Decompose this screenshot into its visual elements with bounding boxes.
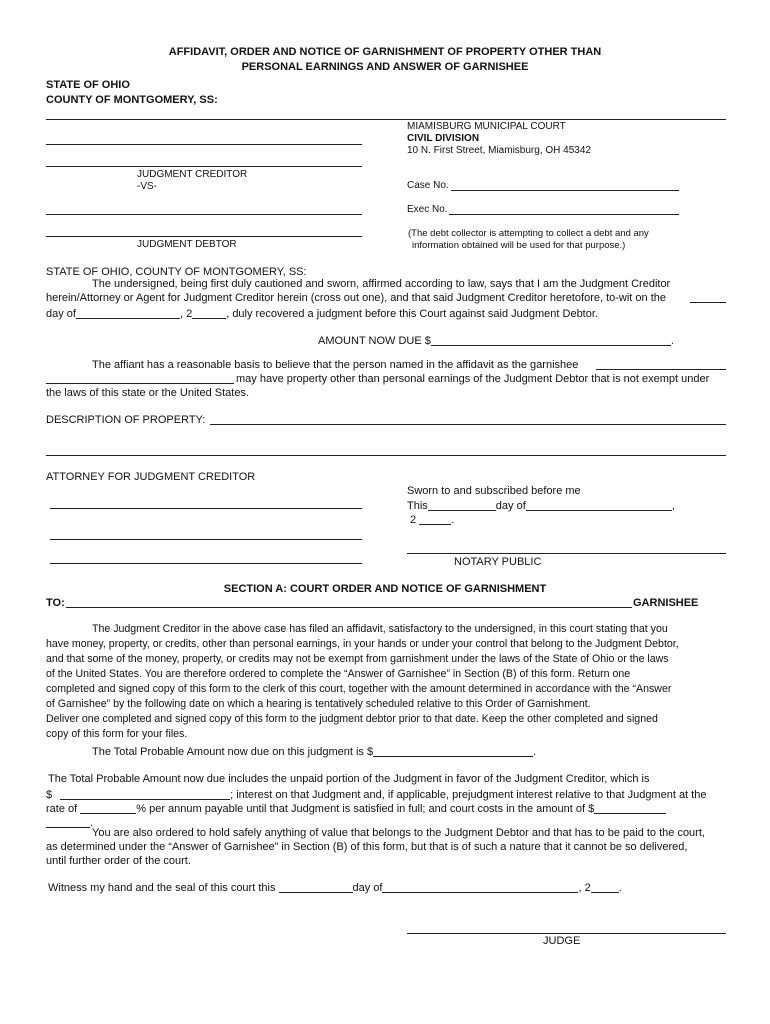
garnishee-label: GARNISHEE: [633, 597, 699, 609]
body-line-8: copy of this form for your files.: [46, 728, 188, 740]
notary-date-row: [407, 498, 675, 512]
witness-day-field[interactable]: [279, 880, 353, 893]
recovered-text: , duly recovered a judgment before this Court against said Judgment Debtor.: [226, 308, 598, 320]
vs-label: -VS-: [137, 181, 157, 192]
amount-due-period: .: [670, 335, 674, 347]
witness-year-field[interactable]: [591, 880, 619, 893]
debtor-line-2[interactable]: [46, 236, 362, 237]
judge-signature-line[interactable]: [407, 933, 726, 934]
hold-line1: You are also ordered to hold safely anything of value that belongs to the Judgment Debtor and that has to be paid to the court,: [92, 827, 705, 839]
garnishee-field-2[interactable]: [46, 383, 234, 384]
total-probable-field[interactable]: [373, 744, 533, 757]
notary-year-field[interactable]: [419, 512, 451, 525]
witness-month-field[interactable]: [382, 880, 578, 893]
debt-notice-line1: (The debt collector is attempting to collect a debt and any: [408, 228, 649, 239]
venue-state: STATE OF OHIO: [46, 79, 130, 91]
sworn-text: Sworn to and subscribed before me: [407, 485, 581, 497]
includes-line2: [46, 787, 706, 801]
attorney-label: ATTORNEY FOR JUDGMENT CREDITOR: [46, 471, 256, 483]
attorney-signature-line[interactable]: [50, 508, 362, 509]
court-costs-field-cont[interactable]: [46, 815, 90, 828]
garnishee-name-field[interactable]: [66, 607, 632, 608]
notary-month-field[interactable]: [526, 498, 672, 511]
court-costs-field[interactable]: [594, 801, 666, 814]
court-division: CIVIL DIVISION: [407, 133, 480, 144]
creditor-line-2[interactable]: [46, 166, 362, 167]
attorney-line-2[interactable]: [50, 539, 362, 540]
exec-no-label: Exec No.: [407, 204, 448, 215]
includes-line1: The Total Probable Amount now due includes the unpaid portion of the Judgment in favor of the Judgment Creditor, which is: [48, 773, 650, 785]
rate-of-label: rate of: [46, 803, 78, 815]
affidavit-p2-line1: The affiant has a reasonable basis to believe that the person named in the affidavit as the garnishee: [92, 359, 579, 371]
witness-period: .: [618, 882, 622, 894]
body-line-3: and that some of the money, property, or credits may not be exempt from garnishment under the laws of the State of Ohio or the laws: [46, 653, 669, 665]
month-field[interactable]: [76, 306, 180, 319]
section-a-heading: SECTION A: COURT ORDER AND NOTICE OF GARNISHMENT: [223, 583, 547, 595]
form-title-line1: AFFIDAVIT, ORDER AND NOTICE OF GARNISHMENT OF PROPERTY OTHER THAN: [168, 46, 602, 58]
caption-top-rule: [46, 119, 726, 120]
judgment-creditor-label: JUDGMENT CREDITOR: [137, 169, 248, 180]
witness-day-of: day of: [352, 882, 383, 894]
debtor-line-1[interactable]: [46, 214, 362, 215]
affidavit-heading: STATE OF OHIO, COUNTY OF MONTGOMERY, SS:: [46, 266, 307, 278]
body-line-6: of Garnishee” by the following date on which a hearing is tentatively scheduled relative to this Order of Garnishment.: [46, 698, 591, 710]
amount-due-label: AMOUNT NOW DUE $: [318, 335, 431, 347]
to-label: TO:: [46, 597, 65, 609]
this-label: This: [407, 500, 428, 512]
hold-line2: as determined under the “Answer of Garnishee” in Section (B) of this form, but that is of such a nature that it cannot be so delivered,: [46, 841, 688, 853]
description-field-2[interactable]: [46, 455, 726, 456]
creditor-line-1[interactable]: [46, 144, 362, 145]
court-name: MIAMISBURG MUNICIPAL COURT: [407, 121, 566, 132]
day-of-label: day of: [46, 308, 76, 320]
case-no-label: Case No.: [407, 180, 449, 191]
witness-year-prefix: , 2: [578, 882, 591, 894]
garnishee-field-1[interactable]: [596, 369, 726, 370]
body-line-2: have money, property, or credits, other than personal earnings, in your hands or under your control that belong to the Judgment Debtor,: [46, 638, 679, 650]
hold-line3: until further order of the court.: [46, 855, 191, 867]
body-line-4: of the United States. You are therefore ordered to complete the “Answer of Garnishee” in Section (B) of this form. Return one: [46, 668, 631, 680]
notary-day-of-label: day of: [495, 500, 526, 512]
affidavit-p2-line2: may have property other than personal earnings of the Judgment Debtor that is not exempt under: [236, 373, 710, 385]
notary-year-period: .: [451, 514, 455, 526]
witness-text: Witness my hand and the seal of this court this: [48, 882, 276, 894]
body-line-1: The Judgment Creditor in the above case has filed an affidavit, satisfactory to the undersigned, in this court stating that you: [92, 623, 668, 635]
includes-line3: [46, 801, 666, 815]
affidavit-p2-line3: the laws of this state or the United States.: [46, 387, 249, 399]
attorney-line-3[interactable]: [50, 563, 362, 564]
court-costs-text: % per annum payable until that Judgment is satisfied in full; and court costs in the amount of $: [136, 803, 595, 815]
case-no-field[interactable]: [451, 190, 679, 191]
year-field[interactable]: [192, 306, 226, 319]
affidavit-p1-line1: The undersigned, being first duly cautioned and sworn, affirmed according to law, says that I am the Judgment Creditor: [92, 278, 671, 290]
day-field-1[interactable]: [690, 302, 726, 303]
judgment-unpaid-field[interactable]: [60, 787, 230, 800]
total-probable-label: The Total Probable Amount now due on this judgment is $: [92, 746, 374, 758]
judgment-debtor-label: JUDGMENT DEBTOR: [137, 239, 237, 250]
rate-field[interactable]: [80, 801, 136, 814]
notary-year-row: [410, 512, 454, 526]
amount-due-row: [318, 333, 674, 347]
exec-no-field[interactable]: [449, 214, 679, 215]
notary-year-prefix: 2: [410, 514, 417, 526]
form-title-line2: PERSONAL EARNINGS AND ANSWER OF GARNISHEE: [241, 61, 529, 73]
includes-line4: [46, 815, 93, 829]
total-probable-row: [92, 744, 536, 758]
year-prefix: , 2: [179, 308, 193, 320]
description-field-1[interactable]: [210, 424, 726, 425]
body-line-5: completed and signed copy of this form to the clerk of this court, together with the amount determined in accordance with the “Answer: [46, 683, 672, 695]
court-address: 10 N. First Street, Miamisburg, OH 45342: [407, 145, 591, 156]
venue-county: COUNTY OF MONTGOMERY, SS:: [46, 94, 218, 106]
total-probable-period: .: [533, 746, 537, 758]
dollar-sign: $: [46, 789, 53, 801]
interest-text: ; interest on that Judgment and, if applicable, prejudgment interest relative to that Judgment at the: [230, 789, 707, 801]
notary-public-label: NOTARY PUBLIC: [454, 556, 542, 568]
body-line-7: Deliver one completed and signed copy of this form to the judgment debtor prior to that date. Keep the other completed and signed: [46, 713, 658, 725]
amount-due-field[interactable]: [431, 333, 671, 346]
notary-signature-line[interactable]: [407, 553, 726, 554]
debt-notice-line2: information obtained will be used for that purpose.): [412, 240, 626, 251]
affidavit-p1-line2: herein/Attorney or Agent for Judgment Creditor herein (cross out one), and that said Judgment Creditor heretofore, to-wit on the: [46, 292, 667, 304]
description-label: DESCRIPTION OF PROPERTY:: [46, 414, 206, 426]
section-a-body: [46, 622, 736, 742]
costs-period: .: [90, 817, 94, 829]
notary-day-field[interactable]: [428, 498, 496, 511]
witness-row: [48, 880, 622, 894]
notary-comma: ,: [671, 500, 675, 512]
judge-label: JUDGE: [543, 935, 581, 947]
affidavit-p1-line3: [46, 306, 598, 320]
